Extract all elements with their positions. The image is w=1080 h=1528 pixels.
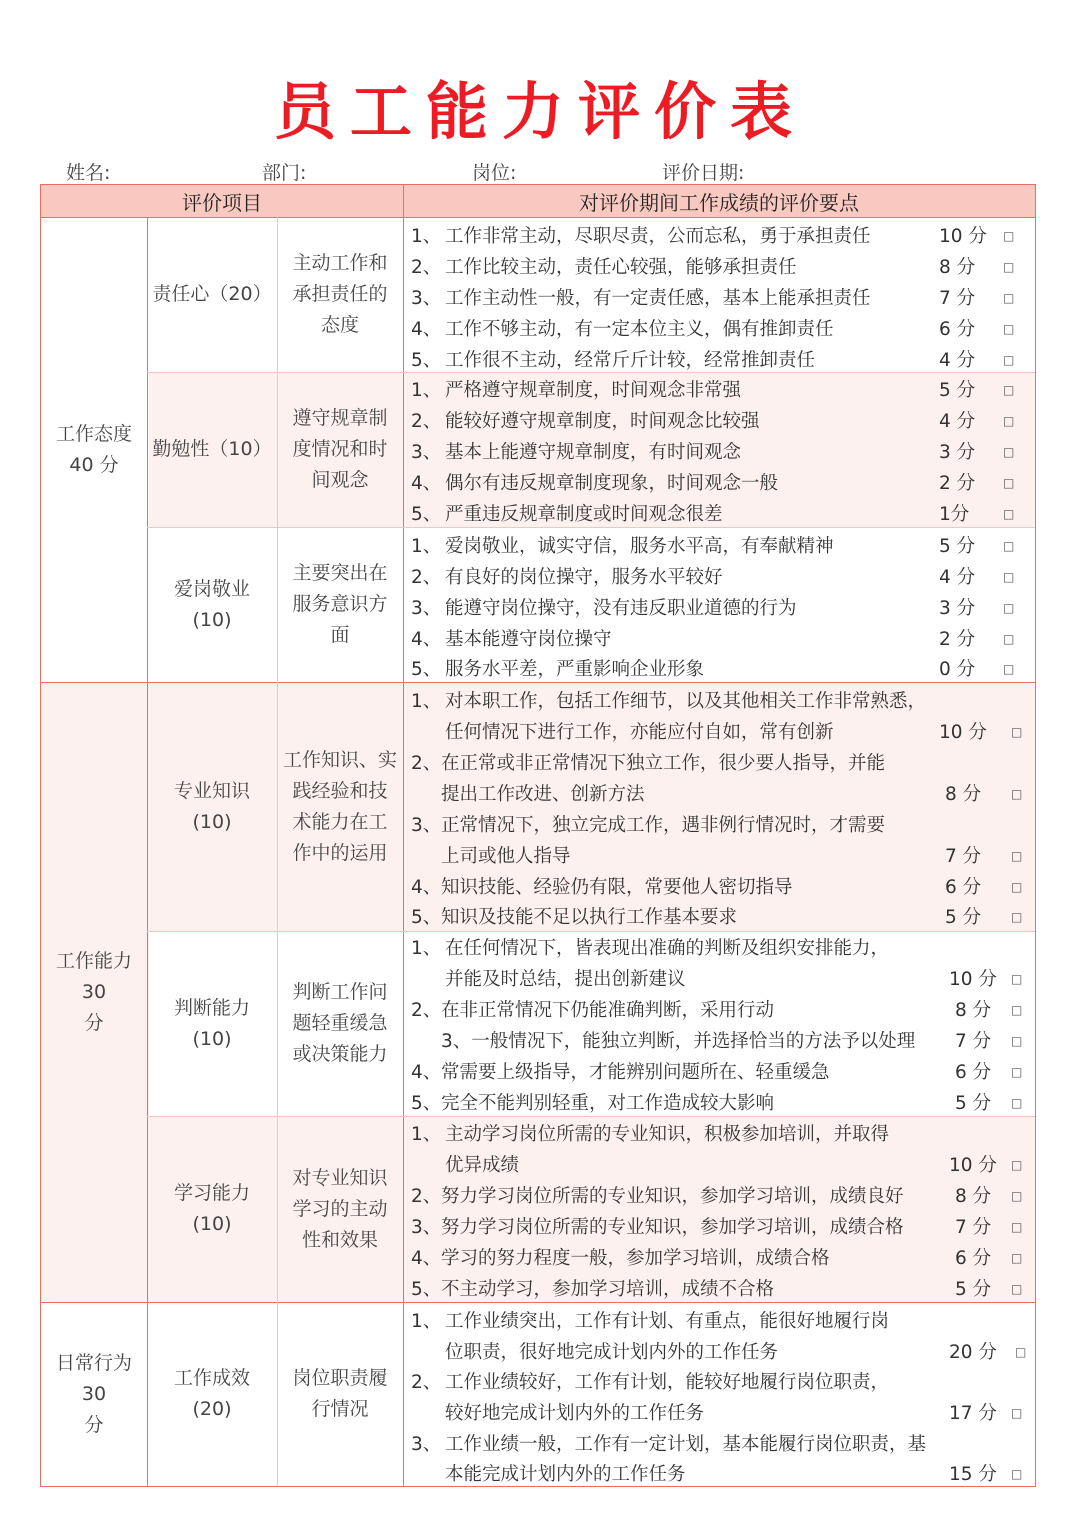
criteria-row: 4、 学习的努力程度一般，参加学习培训，成绩合格 6 分 □ bbox=[407, 1243, 1035, 1274]
score-checkbox[interactable]: □ bbox=[1011, 1158, 1023, 1172]
score-checkbox[interactable]: □ bbox=[1011, 1406, 1023, 1420]
score-checkbox[interactable]: □ bbox=[1003, 476, 1015, 490]
criteria-row: 1、 对本职工作，包括工作细节，以及其他相关工作非常熟悉， bbox=[411, 691, 927, 712]
criteria-row: 1、 工作非常主动，尽职尽责，公而忘私，勇于承担责任 10 分 □ bbox=[407, 221, 1035, 252]
desc-judgment: 判断工作问 题轻重缓急 或决策能力 bbox=[292, 981, 388, 1065]
header-evaluation-points: 对评价期间工作成绩的评价要点 bbox=[403, 185, 1035, 217]
criteria-row: 1、 爱岗敬业，诚实守信，服务水平高，有奉献精神 5 分 □ bbox=[407, 531, 1035, 562]
criteria-row: 2、 有良好的岗位操守，服务水平较好 4 分 □ bbox=[407, 562, 1035, 593]
criteria-row: 3、 能遵守岗位操守，没有违反职业道德的行为 3 分 □ bbox=[407, 593, 1035, 624]
score-checkbox[interactable]: □ bbox=[1003, 445, 1015, 459]
desc-responsibility: 主动工作和 承担责任的 态度 bbox=[292, 252, 388, 336]
criteria-row: 3、 工作业绩一般，工作有一定计划，基本能履行岗位职责，基 bbox=[411, 1434, 927, 1455]
criteria-row: 5、 完全不能判别轻重，对工作造成较大影响 5 分 □ bbox=[407, 1088, 1035, 1119]
page-title: 员工能力评价表 bbox=[273, 75, 806, 148]
score-checkbox[interactable]: □ bbox=[1011, 787, 1023, 801]
criteria-row: 1、 工作业绩突出，工作有计划、有重点，能很好地履行岗 bbox=[411, 1311, 890, 1332]
criteria-row: 5、 不主动学习，参加学习培训，成绩不合格 5 分 □ bbox=[407, 1274, 1035, 1305]
criteria-row: 2、 工作比较主动，责任心较强，能够承担责任 8 分 □ bbox=[407, 252, 1035, 283]
criteria-row: 5、 严重违反规章制度或时间观念很差 1分 □ bbox=[407, 499, 1035, 530]
score-checkbox[interactable]: □ bbox=[1003, 570, 1015, 584]
criteria-row: 4、 工作不够主动，有一定本位主义，偶有推卸责任 6 分 □ bbox=[407, 314, 1035, 345]
score-checkbox[interactable]: □ bbox=[1003, 229, 1015, 243]
item-work-results: 工作成效 (20) bbox=[173, 1367, 250, 1420]
score-checkbox[interactable]: □ bbox=[1011, 1282, 1023, 1296]
score-checkbox[interactable]: □ bbox=[1003, 322, 1015, 336]
score-checkbox[interactable]: □ bbox=[1011, 1003, 1023, 1017]
criteria-row: 5、 服务水平差，严重影响企业形象 0 分 □ bbox=[407, 654, 1035, 685]
score-checkbox[interactable]: □ bbox=[1011, 1467, 1023, 1481]
criteria-row: 3、 工作主动性一般，有一定责任感，基本上能承担责任 7 分 □ bbox=[407, 283, 1035, 314]
score-checkbox[interactable]: □ bbox=[1003, 414, 1015, 428]
criteria-row: 4、 偶尔有违反规章制度现象，时间观念一般 2 分 □ bbox=[407, 468, 1035, 499]
score-checkbox[interactable]: □ bbox=[1003, 507, 1015, 521]
criteria-row: 位职责，很好地完成计划内外的工作任务 20 分 □ bbox=[407, 1337, 1035, 1368]
desc-professional-knowledge: 工作知识、实 践经验和技 术能力在工 作中的运用 bbox=[282, 748, 397, 864]
criteria-row: 5、 工作很不主动，经常斤斤计较，经常推卸责任 4 分 □ bbox=[407, 345, 1035, 376]
category-attitude: 工作态度 40 分 bbox=[55, 422, 132, 476]
criteria-row: 3、 基本上能遵守规章制度，有时间观念 3 分 □ bbox=[407, 437, 1035, 468]
criteria-row: 3、 正常情况下，独立完成工作，遇非例行情况时，才需要 bbox=[411, 815, 886, 836]
desc-learning: 对专业知识 学习的主动 性和效果 bbox=[292, 1166, 388, 1251]
criteria-row: 2、 在非正常情况下仍能准确判断，采用行动 8 分 □ bbox=[407, 995, 1035, 1026]
score-checkbox[interactable]: □ bbox=[1003, 383, 1015, 397]
form-meta bbox=[66, 158, 1026, 186]
criteria-row: 2、 努力学习岗位所需的专业知识，参加学习培训，成绩良好 8 分 □ bbox=[407, 1181, 1035, 1212]
score-checkbox[interactable]: □ bbox=[1011, 725, 1023, 739]
desc-diligence: 遵守规章制 度情况和时 间观念 bbox=[292, 407, 388, 491]
score-checkbox[interactable]: □ bbox=[1011, 880, 1023, 894]
criteria-row: 4、 基本能遵守岗位操守 2 分 □ bbox=[407, 624, 1035, 655]
criteria-row: 1、 在任何情况下，皆表现出准确的判断及组织安排能力， bbox=[411, 938, 890, 959]
item-diligence: 勤勉性（10） bbox=[152, 438, 272, 460]
criteria-row: 3、一般情况下，能独立判断，并选择恰当的方法予以处理 7 分 □ bbox=[407, 1026, 1035, 1057]
score-checkbox[interactable]: □ bbox=[1015, 1345, 1027, 1359]
score-checkbox[interactable]: □ bbox=[1003, 601, 1015, 615]
score-checkbox[interactable]: □ bbox=[1003, 662, 1015, 676]
criteria-row: 1、 主动学习岗位所需的专业知识，积极参加培训，并取得 bbox=[411, 1124, 890, 1145]
criteria-row: 1、 严格遵守规章制度，时间观念非常强 5 分 □ bbox=[407, 375, 1035, 406]
criteria-row: 本能完成计划内外的工作任务 15 分 □ bbox=[407, 1459, 1035, 1490]
score-checkbox[interactable]: □ bbox=[1003, 632, 1015, 646]
criteria-row: 4、 知识技能、经验仍有限，常要他人密切指导 6 分 □ bbox=[407, 872, 1035, 903]
criteria-row: 4、 常需要上级指导，才能辨别问题所在、轻重缓急 6 分 □ bbox=[407, 1057, 1035, 1088]
score-checkbox[interactable]: □ bbox=[1011, 972, 1023, 986]
name-field-label[interactable]: 姓名: bbox=[66, 162, 111, 184]
score-checkbox[interactable]: □ bbox=[1011, 1251, 1023, 1265]
dept-field-label[interactable]: 部门: bbox=[262, 162, 307, 184]
post-field-label[interactable]: 岗位: bbox=[472, 162, 517, 184]
item-judgment: 判断能力 (10) bbox=[173, 996, 250, 1050]
score-checkbox[interactable]: □ bbox=[1011, 849, 1023, 863]
score-checkbox[interactable]: □ bbox=[1003, 353, 1015, 367]
score-checkbox[interactable]: □ bbox=[1011, 910, 1023, 924]
criteria-row: 2、 在正常或非正常情况下独立工作，很少要人指导，并能 bbox=[411, 753, 886, 774]
criteria-row: 优异成绩 10 分 □ bbox=[407, 1150, 1035, 1181]
category-behavior: 日常行为 30 分 bbox=[55, 1351, 132, 1436]
criteria-row: 3、 努力学习岗位所需的专业知识，参加学习培训，成绩合格 7 分 □ bbox=[407, 1212, 1035, 1243]
criteria-row: 较好地完成计划内外的工作任务 17 分 □ bbox=[407, 1398, 1035, 1429]
score-checkbox[interactable]: □ bbox=[1003, 291, 1015, 305]
item-responsibility: 责任心（20） bbox=[152, 283, 272, 305]
score-checkbox[interactable]: □ bbox=[1011, 1220, 1023, 1234]
criteria-row: 并能及时总结，提出创新建议 10 分 □ bbox=[407, 964, 1035, 995]
score-checkbox[interactable]: □ bbox=[1011, 1065, 1023, 1079]
score-checkbox[interactable]: □ bbox=[1011, 1189, 1023, 1203]
criteria-row: 任何情况下进行工作，亦能应付自如，常有创新 10 分 □ bbox=[407, 717, 1035, 748]
desc-dedication: 主要突出在 服务意识方 面 bbox=[292, 562, 388, 646]
score-checkbox[interactable]: □ bbox=[1011, 1034, 1023, 1048]
score-checkbox[interactable]: □ bbox=[1003, 260, 1015, 274]
item-professional-knowledge: 专业知识 (10) bbox=[173, 779, 250, 833]
date-field-label[interactable]: 评价日期: bbox=[662, 162, 745, 184]
item-dedication: 爱岗敬业 (10) bbox=[173, 577, 250, 631]
desc-work-results: 岗位职责履 行情况 bbox=[292, 1367, 388, 1420]
criteria-row: 2、 工作业绩较好，工作有计划，能较好地履行岗位职责， bbox=[411, 1372, 890, 1393]
score-checkbox[interactable]: □ bbox=[1011, 1096, 1023, 1110]
grid-line bbox=[147, 217, 148, 1486]
criteria-row: 提出工作改进、创新方法 8 分 □ bbox=[407, 779, 1035, 810]
grid-line bbox=[41, 217, 1035, 218]
grid-line bbox=[277, 217, 278, 1486]
criteria-row: 上司或他人指导 7 分 □ bbox=[407, 841, 1035, 872]
category-ability: 工作能力 30 分 bbox=[55, 949, 132, 1034]
criteria-row: 2、 能较好遵守规章制度，时间观念比较强 4 分 □ bbox=[407, 406, 1035, 437]
evaluation-table bbox=[40, 184, 1036, 1487]
score-checkbox[interactable]: □ bbox=[1003, 539, 1015, 553]
item-learning: 学习能力 (10) bbox=[173, 1182, 250, 1235]
grid-line bbox=[403, 185, 404, 1486]
criteria-row: 5、 知识及技能不足以执行工作基本要求 5 分 □ bbox=[407, 902, 1035, 933]
header-evaluation-item: 评价项目 bbox=[41, 185, 403, 217]
